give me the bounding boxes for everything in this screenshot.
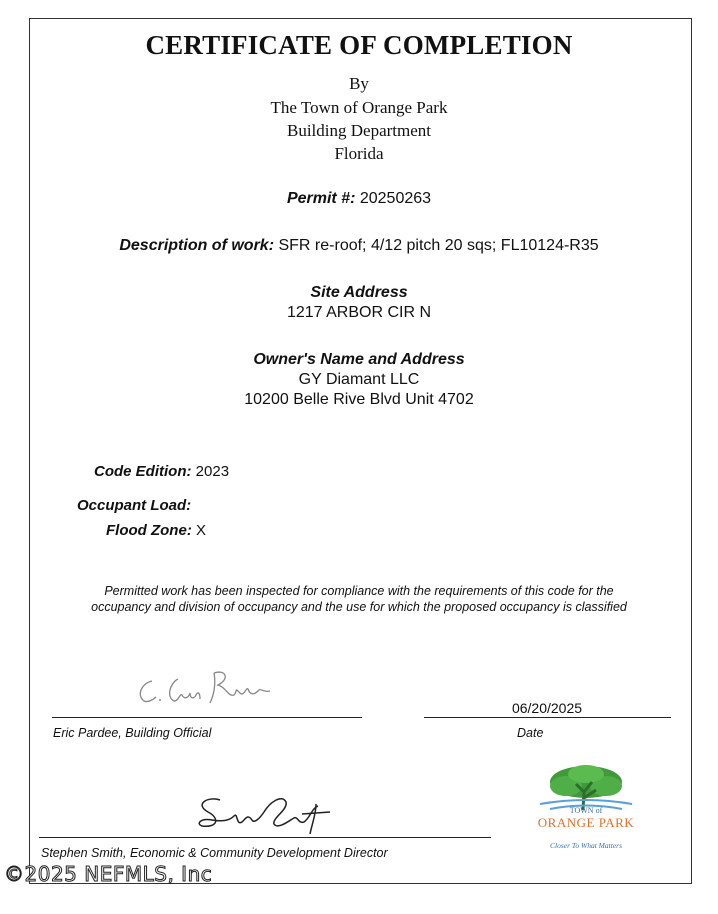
compliance-note-line1: Permitted work has been inspected for compliance with the requirements of this code for the	[104, 584, 614, 598]
issuer-department: Building Department	[286, 121, 431, 140]
code-edition-value: 2023	[195, 463, 230, 480]
issuer-state: Florida	[334, 144, 384, 163]
permit-row	[0, 190, 718, 208]
copyright-watermark: ©2025 NEFMLS, Inc	[4, 862, 213, 886]
official-signature-line	[52, 717, 362, 718]
owner-label: Owner's Name and Address	[253, 351, 465, 368]
date-line	[424, 717, 671, 718]
director-caption: Stephen Smith, Economic & Community Development Director	[41, 846, 388, 860]
flood-zone-label: Flood Zone:	[106, 522, 192, 539]
town-logo	[530, 762, 642, 858]
official-caption: Eric Pardee, Building Official	[53, 726, 212, 740]
occupant-load-label: Occupant Load:	[77, 497, 192, 514]
director-signature-line	[39, 837, 491, 838]
owner-name: GY Diamant LLC	[298, 371, 420, 388]
logo-name: ORANGE PARK	[537, 815, 635, 830]
site-address-label: Site Address	[310, 284, 408, 301]
date-value: 06/20/2025	[511, 700, 583, 716]
description-label: Description of work:	[119, 237, 275, 254]
code-edition-row	[94, 463, 229, 480]
director-signature	[190, 790, 340, 838]
flood-zone-value: X	[195, 522, 206, 539]
occupant-load-row	[77, 497, 191, 514]
certificate-title: CERTIFICATE OF COMPLETION	[145, 30, 573, 60]
tree-icon	[530, 762, 642, 812]
logo-tagline: Closer To What Matters	[549, 841, 623, 850]
compliance-note-line2: occupancy and division of occupancy and the use for which the proposed occupancy is classified	[91, 600, 627, 614]
permit-number: 20250263	[359, 190, 432, 207]
owner-address: 10200 Belle Rive Blvd Unit 4702	[244, 391, 474, 408]
official-signature	[130, 665, 280, 710]
description-value: SFR re-roof; 4/12 pitch 20 sqs; FL10124-R35	[278, 237, 599, 254]
code-edition-label: Code Edition:	[94, 463, 192, 480]
flood-zone-row	[106, 522, 206, 539]
description-row	[0, 237, 718, 255]
logo-town-of: TOWN of	[569, 806, 603, 815]
date-caption: Date	[517, 726, 544, 740]
by-line: By	[349, 74, 369, 93]
permit-label: Permit #:	[286, 190, 356, 207]
site-address-value: 1217 ARBOR CIR N	[286, 304, 432, 321]
issuer-name: The Town of Orange Park	[270, 98, 448, 117]
